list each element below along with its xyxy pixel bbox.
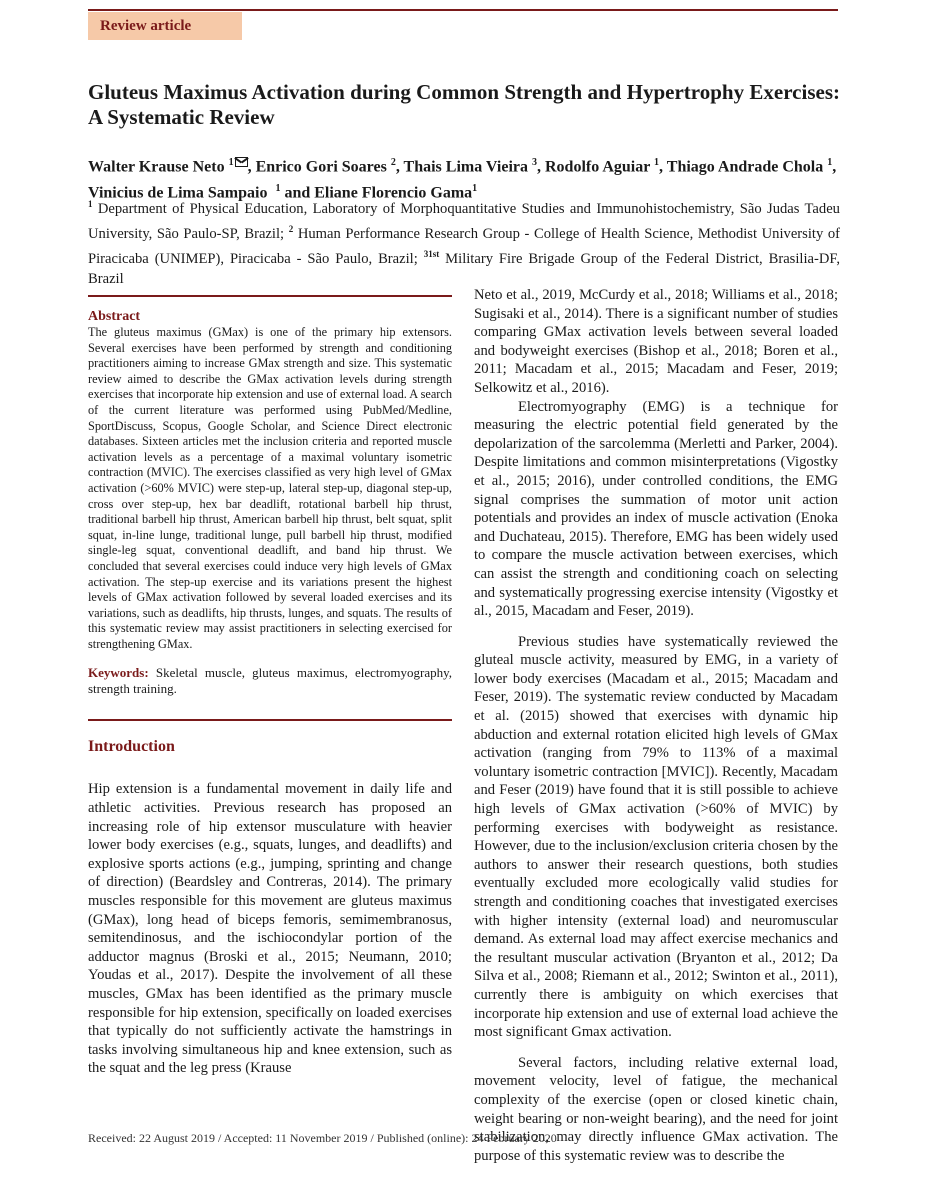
author-sup: 1 <box>472 183 478 195</box>
article-type-badge: Review article <box>88 12 242 40</box>
affiliation-text: Department of Physical Education, Laboratory of Morphoquantitative Studies and Immunohistochemistry, São Judas Tadeu University, São Paulo-SP, Brazil; <box>88 200 840 242</box>
keywords-label: Keywords: <box>88 665 149 681</box>
author-sup: 1 <box>275 183 281 195</box>
paragraph: Several factors, including relative external load, movement velocity, level of fatigue, the mechanical complexity of the exercise (open or closed kinetic chain, weight bearing or non-weight bearing), and the need for joint stabilization, may directly influence GMax activation. The purpose of this systematic review was to describe the <box>474 1054 838 1164</box>
author-connector: and <box>284 184 311 202</box>
author-name: Walter Krause Neto <box>88 158 225 176</box>
introduction-heading: Introduction <box>88 738 175 756</box>
left-column <box>88 295 452 1078</box>
keywords-text: Skeletal muscle, gluteus maximus, electromyography, strength training. <box>88 665 452 697</box>
top-rule <box>88 9 838 11</box>
affiliation-sup: 1st <box>428 248 440 259</box>
affiliation-text: Military Fire Brigade Group of the Federal District, Brasilia-DF, Brazil <box>88 250 840 287</box>
author-sup: 1 <box>228 157 234 168</box>
author-name: Thiago Andrade Chola <box>666 158 824 176</box>
mail-icon[interactable] <box>235 157 248 167</box>
paragraph: Neto et al., 2019, McCurdy et al., 2018; Williams et al., 2018; Sugisaki et al., 2014). There is a significant number of studies comparing GMax activation levels between several loaded and bodyweight exercises (Bishop et al., 2018; Boren et al., 2011; Macadam et al., 2015; Macadam and Feser, 2019; Selkowitz et al., 2016). <box>474 287 838 396</box>
affiliations <box>88 194 840 289</box>
affiliation-sup: 3 <box>423 248 429 259</box>
author-name: Vinicius de Lima Sampaio <box>88 184 268 202</box>
publication-dates: Received: 22 August 2019 / Accepted: 11 November 2019 / Published (online): 24 February 2020 <box>88 1131 557 1145</box>
author-name: Rodolfo Aguiar <box>544 158 651 176</box>
abstract-rule <box>88 295 452 297</box>
author-name: Thais Lima Vieira <box>403 158 528 176</box>
article-title: Gluteus Maximus Activation during Common Strength and Hypertrophy Exercises: A Systematic Review <box>88 80 840 129</box>
author-sup: 1 <box>827 157 833 168</box>
author-sup: 3 <box>531 157 537 168</box>
affiliation-sup: 1 <box>88 199 93 209</box>
introduction-rule <box>88 719 452 721</box>
paragraph: Electromyography (EMG) is a technique for measuring the electric potential field generated by the depolarization of the sarcolemma (Merletti and Parker, 2004). Despite limitations and common misinterpretations (Vigostky et al., 2015; 2016), under controlled conditions, the EMG signal comprises the summation of motor unit action potentials and provides an index of muscle activation (Enoka and Duchateau, 2015). Therefore, EMG has been widely used to compare the muscle activation between exercises, which can assist the strength and conditioning coach on selecting and systematically progressing exercise intensity (Vigostky et al., 2015, Macadam and Feser, 2019). <box>474 398 838 620</box>
author-name: Eliane Florencio Gama <box>314 184 473 202</box>
affiliation-text: Human Performance Research Group - College of Health Science, Methodist University of Piracicaba (UNIMEP), Piracicaba - São Paulo, Brazil; <box>88 225 840 267</box>
affiliation-sup: 2 <box>288 223 294 234</box>
author-sup: 2 <box>390 157 396 168</box>
author-name: Enrico Gori Soares <box>255 158 387 176</box>
abstract-text: The gluteus maximus (GMax) is one of the primary hip extensors. Several exercises have been performed by strength and conditioning practitioners aiming to increase GMax strength and size. This systematic review aimed to describe the GMax activation levels during strength exercises that incorporate hip extension and use of external load. A search of the current literature was performed using PubMed/Medline, SportDiscuss, Scopus, Google Scholar, and Science Direct electronic databases. Sixteen articles met the inclusion criteria and reported muscle activation levels as a percentage of a maximal voluntary isometric contraction (MVIC). The exercises classified as very high level of GMax activation (>60% MVIC) were step-up, lateral step-up, diagonal step-up, cross over step-up, hex bar deadlift, rotational barbell hip thrust, traditional barbell hip thrust, American barbell hip thrust, belt squat, split squat, in-line lunge, traditional lunge, pull barbell hip thrust, modified single-leg squat, conventional deadlift, and band hip thrust. We concluded that several exercises could induce very high levels of GMax activation. The step-up exercise and its variations present the highest levels of GMax activation followed by several loaded exercises and its variations, such as deadlifts, hip thrusts, lunges, and squats. The results of this systematic review may assist practitioners in selecting exercised for strengthening GMax. <box>88 325 452 651</box>
introduction-text: Hip extension is a fundamental movement in daily life and athletic activities. Previous research has proposed an increasing role of hip extensor musculature with heavier lower body exercises (e.g., squats, lunges, and deadlifts) and explosive sports actions (e.g., jumping, sprinting and change of direction) (Beardsley and Contreras, 2014). The primary muscles responsible for this movement are gluteus maximus (GMax), long head of biceps femoris, semimembranosus, semitendinosus, and the ischiocondylar portion of the adductor magnus (Broski et al., 2015; Neumann, 2010; Youdas et al., 2017). Despite the involvement of all these muscles, GMax has been identified as the primary muscle responsible for hip extension, specifically on loaded exercises that typically do not sufficiently activate the hamstrings in tasks involving simultaneous hip and knee extension, such as the squat and the leg press (Krause <box>88 781 452 1077</box>
abstract-heading: Abstract <box>88 309 141 324</box>
author-list: Walter Krause Neto $^1$ , Enrico Gori Soares $^2$, Thais Lima Vieira $^3$, Rodolfo Aguiar $^1$, Thiago Andrade Chola $^1$, Vinicius de Lima Sampaio $^1$ and Eliane Florencio Gama$^1$ <box>88 157 837 202</box>
paragraph: Previous studies have systematically reviewed the gluteal muscle activity, measured by EMG, in a variety of lower body exercises (Macadam et al., 2015; Macadam and Feser, 2019). The systematic review conducted by Macadam et al. (2015) showed that exercises with dynamic hip abduction and external rotation elicited high levels of GMax activation (ranging from 79% to 113% of a maximal voluntary isometric contraction [MVIC]). Recently, Macadam and Feser (2019) have found that it is still possible to achieve high levels of GMax activation (>60% of MVIC) by performing exercises with bodyweight as resistance. However, due to the inclusion/exclusion criteria chosen by the authors to answer their research questions, both studies eventually excluded more ecologically valid studies for strength and conditioning coaches that investigated exercises with higher intensity (external load) and neuromuscular demand. As external load may affect exercise mechanics and the resultant muscular activation (Bryanton et al., 2012; Da Silva et al., 2008; Riemann et al., 2012; Swinton et al., 2011), currently there is ambiguity on which exercises that incorporate hip extension and use of external load achieve the most significant Gmax activation. <box>474 633 838 1041</box>
keywords <box>88 665 452 697</box>
author-sup: 1 <box>654 157 660 168</box>
right-column <box>474 286 838 1165</box>
